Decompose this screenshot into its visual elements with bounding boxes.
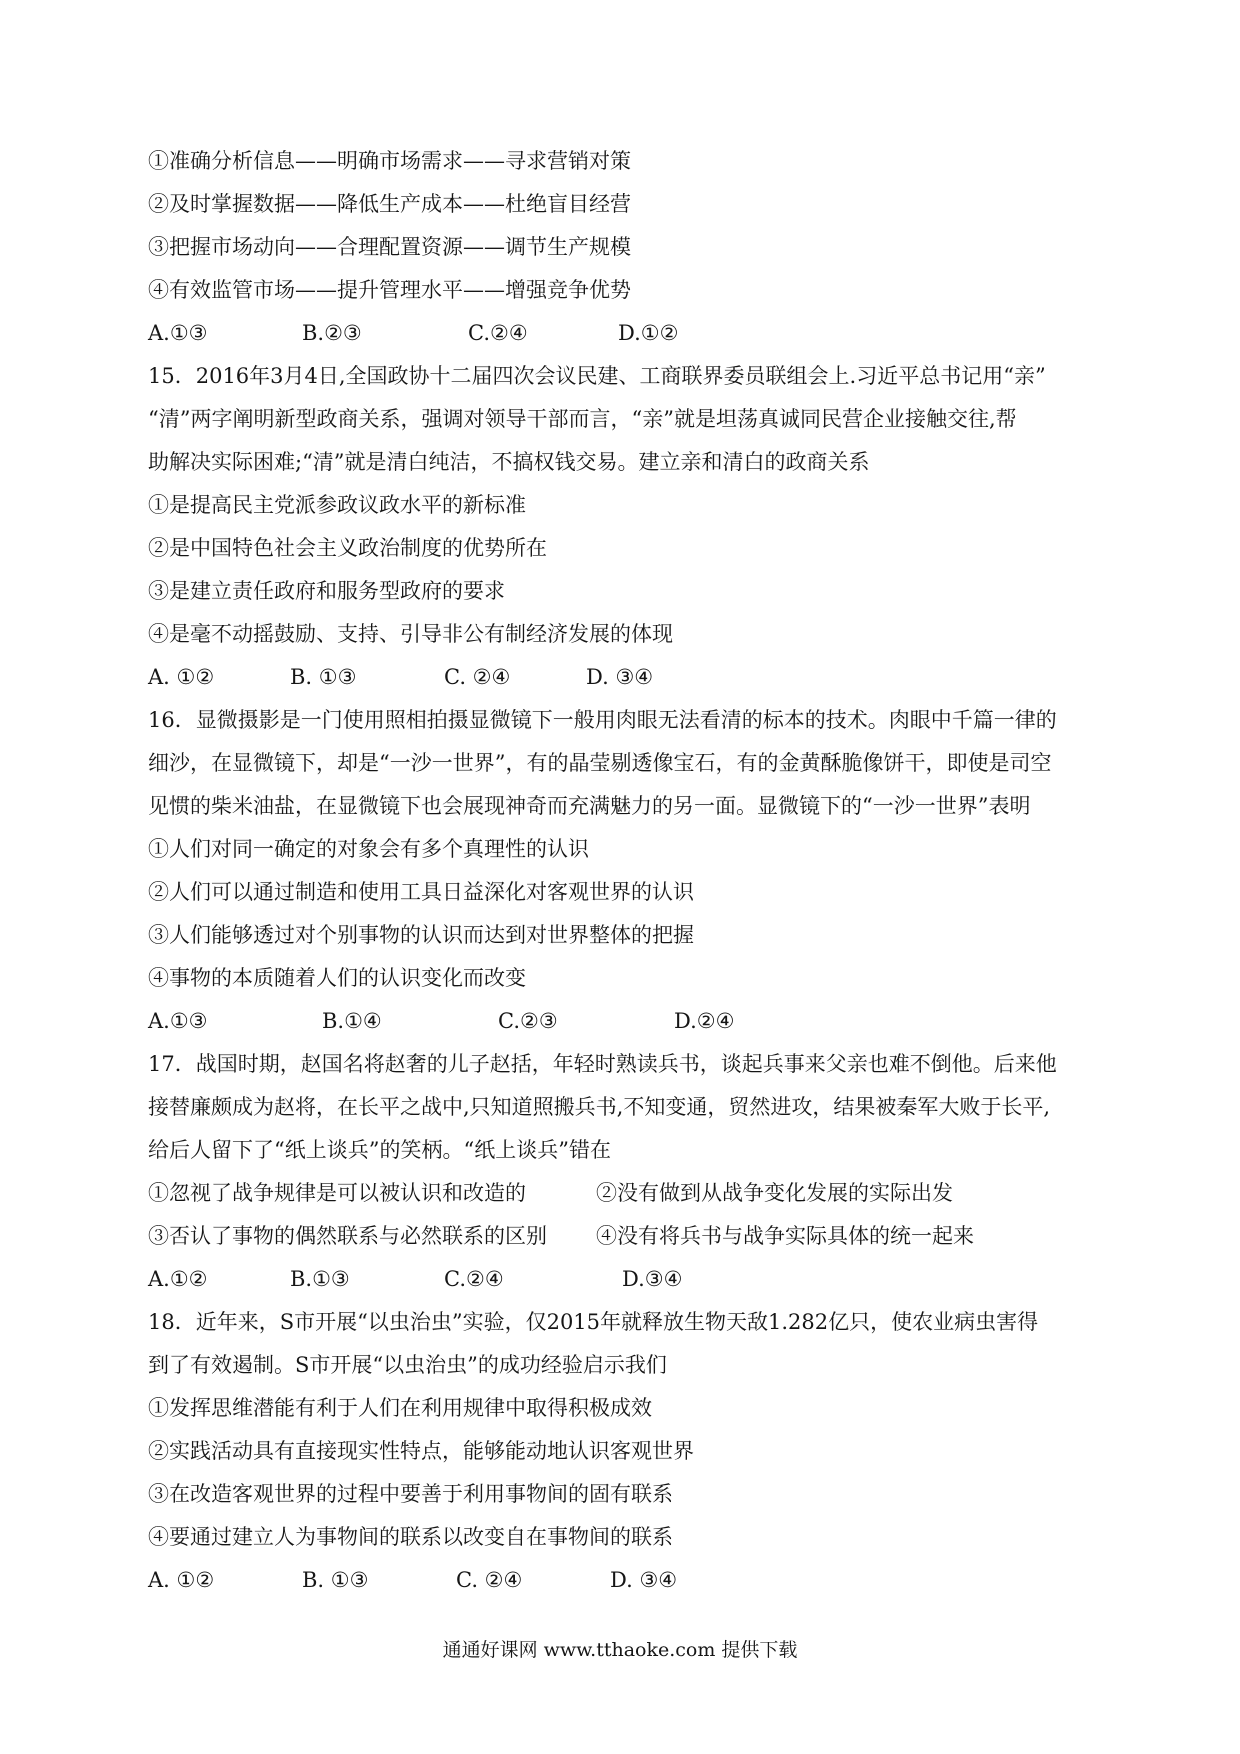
q16-item-1: ①人们对同一确定的对象会有多个真理性的认识 <box>148 837 589 861</box>
q16-option-c: C.②③ <box>498 1009 558 1033</box>
q15-option-b: B. ①③ <box>290 665 357 689</box>
q14-item-2: ②及时掌握数据——降低生产成本——杜绝盲目经营 <box>148 192 631 216</box>
q18-item-1: ①发挥思维潜能有利于人们在利用规律中取得积极成效 <box>148 1396 652 1420</box>
q14-option-b: B.②③ <box>302 321 362 345</box>
q18-stem-line-1: 18．近年来，S市开展“以虫治虫”实验，仅2015年就释放生物天敌1.282亿只，使农业病虫害得 <box>148 1310 1039 1334</box>
q16-stem-line-3: 见惯的柴米油盐，在显微镜下也会展现神奇而充满魅力的另一面。显微镜下的“一沙一世界”表明 <box>148 794 1031 818</box>
q17-item-3: ③否认了事物的偶然联系与必然联系的区别 <box>148 1224 547 1248</box>
q15-option-c: C. ②④ <box>444 665 511 689</box>
q15-stem-line-3: 助解决实际困难;“清”就是清白纯洁，不搞权钱交易。建立亲和清白的政商关系 <box>148 450 870 474</box>
q15-item-4: ④是毫不动摇鼓励、支持、引导非公有制经济发展的体现 <box>148 622 673 646</box>
q16-item-2: ②人们可以通过制造和使用工具日益深化对客观世界的认识 <box>148 880 694 904</box>
q15-item-2: ②是中国特色社会主义政治制度的优势所在 <box>148 536 547 560</box>
q18-stem-line-2: 到了有效遏制。S市开展“以虫治虫”的成功经验启示我们 <box>148 1353 667 1377</box>
q14-item-1: ①准确分析信息——明确市场需求——寻求营销对策 <box>148 149 631 173</box>
q16-option-b: B.①④ <box>322 1009 382 1033</box>
q18-option-a: A. ①② <box>148 1568 215 1592</box>
q16-item-3: ③人们能够透过对个别事物的认识而达到对世界整体的把握 <box>148 923 694 947</box>
q17-item-2: ②没有做到从战争变化发展的实际出发 <box>596 1181 953 1205</box>
q14-option-c: C.②④ <box>468 321 528 345</box>
q16-option-d: D.②④ <box>674 1009 735 1033</box>
q17-option-b: B.①③ <box>290 1267 350 1291</box>
q18-option-d: D. ③④ <box>610 1568 678 1592</box>
q17-item-4: ④没有将兵书与战争实际具体的统一起来 <box>596 1224 974 1248</box>
q14-item-3: ③把握市场动向——合理配置资源——调节生产规模 <box>148 235 631 259</box>
q14-option-a: A.①③ <box>148 321 208 345</box>
q17-item-1: ①忽视了战争规律是可以被认识和改造的 <box>148 1181 526 1205</box>
q16-option-a: A.①③ <box>148 1009 208 1033</box>
q15-item-3: ③是建立责任政府和服务型政府的要求 <box>148 579 505 603</box>
q17-option-d: D.③④ <box>622 1267 683 1291</box>
q16-stem-line-2: 细沙，在显微镜下，却是“一沙一世界”，有的晶莹剔透像宝石，有的金黄酥脆像饼干，即使是司空 <box>148 751 1052 775</box>
q17-stem-line-2: 接替廉颇成为赵将，在长平之战中,只知道照搬兵书,不知变通，贸然进攻，结果被秦军大败于长平, <box>148 1095 1051 1119</box>
q15-option-a: A. ①② <box>148 665 215 689</box>
q18-option-b: B. ①③ <box>302 1568 369 1592</box>
q15-stem-line-2: “清”两字阐明新型政商关系，强调对领导干部而言，“亲”就是坦荡真诚同民营企业接触交往,帮 <box>148 407 1017 431</box>
q17-stem-line-1: 17．战国时期，赵国名将赵奢的儿子赵括，年轻时熟读兵书，谈起兵事来父亲也难不倒他。后来他 <box>148 1052 1057 1076</box>
q15-option-d: D. ③④ <box>586 665 654 689</box>
q16-stem-line-1: 16．显微摄影是一门使用照相拍摄显微镜下一般用肉眼无法看清的标本的技术。肉眼中千篇一律的 <box>148 708 1057 732</box>
q14-option-d: D.①② <box>618 321 679 345</box>
q17-stem-line-3: 给后人留下了“纸上谈兵”的笑柄。“纸上谈兵”错在 <box>148 1138 611 1162</box>
q14-item-4: ④有效监管市场——提升管理水平——增强竞争优势 <box>148 278 631 302</box>
q17-option-a: A.①② <box>148 1267 208 1291</box>
q16-item-4: ④事物的本质随着人们的认识变化而改变 <box>148 966 526 990</box>
q17-option-c: C.②④ <box>444 1267 504 1291</box>
q15-item-1: ①是提高民主党派参政议政水平的新标准 <box>148 493 526 517</box>
q18-item-4: ④要通过建立人为事物间的联系以改变自在事物间的联系 <box>148 1525 673 1549</box>
footer-source: 通通好课网 www.tthaoke.com 提供下载 <box>442 1639 798 1661</box>
q15-stem-line-1: 15．2016年3月4日,全国政协十二届四次会议民建、工商联界委员联组会上.习近平总书记用“亲” <box>148 364 1046 388</box>
q18-item-3: ③在改造客观世界的过程中要善于利用事物间的固有联系 <box>148 1482 673 1506</box>
q18-option-c: C. ②④ <box>456 1568 523 1592</box>
q18-item-2: ②实践活动具有直接现实性特点，能够能动地认识客观世界 <box>148 1439 694 1463</box>
